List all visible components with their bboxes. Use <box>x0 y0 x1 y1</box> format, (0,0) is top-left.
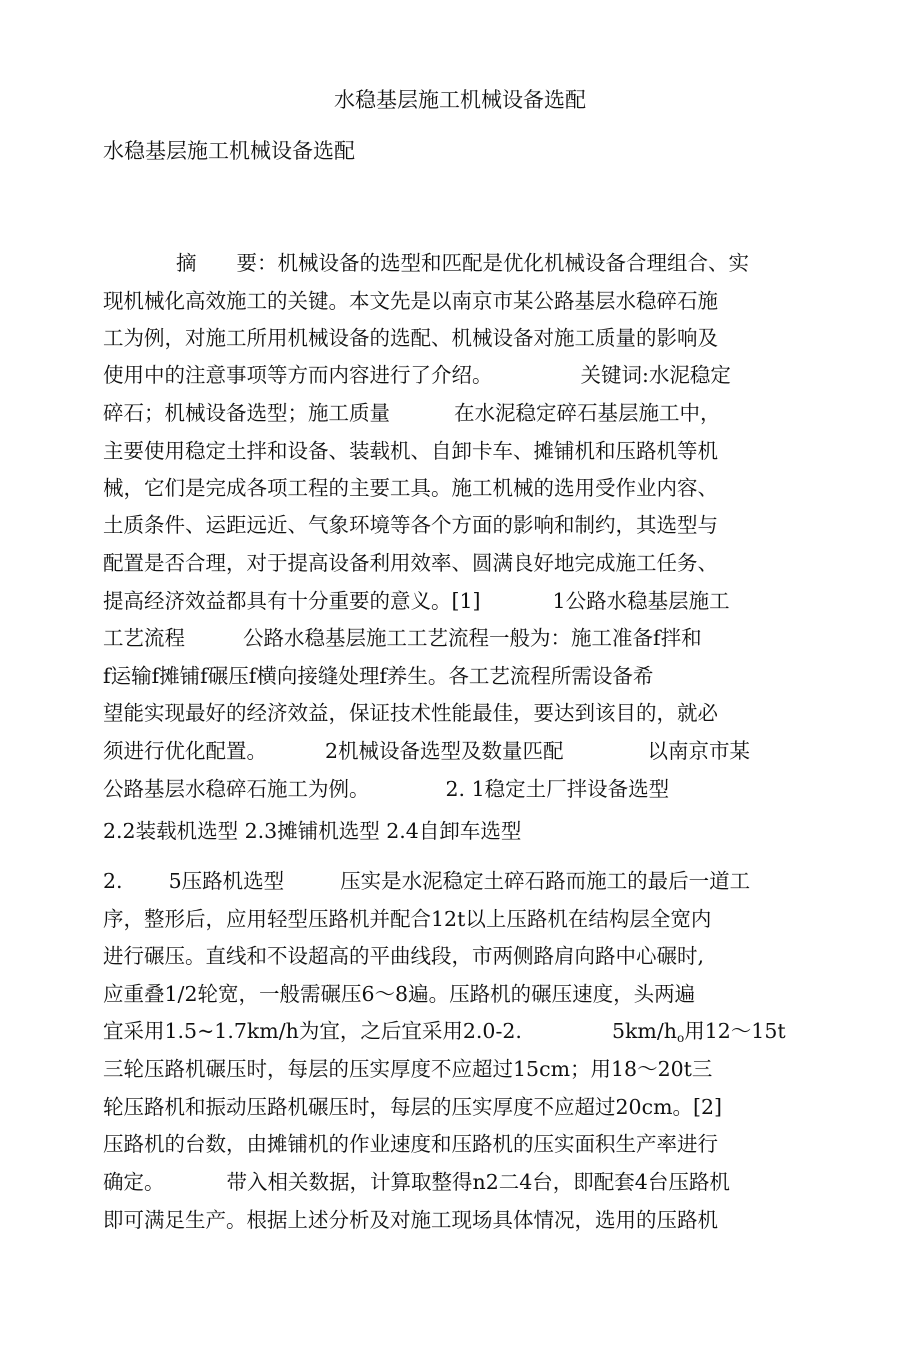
body-line-17 <box>103 866 750 896</box>
body-line-25 <box>103 1167 730 1197</box>
section-heading-2-5: 5压路机选型 <box>168 869 285 893</box>
body-line-11 <box>103 623 702 653</box>
text-segment: 即可满足生产。根据上述分析及对施工现场具体情况，选用的压路机 <box>103 1208 718 1232</box>
text-segment: 使用中的注意事项等方而内容进行了介绍。 <box>103 363 493 387</box>
body-line-13 <box>103 698 718 728</box>
section-heading-1: 1公路水稳基层施工 <box>552 589 730 613</box>
text-segment: 望能实现最好的经济效益，保证技术性能最佳，要达到该目的，就必 <box>103 701 718 725</box>
text-segment: 工为例，对施工所用机械设备的选配、机械设备对施工质量的影响及 <box>103 326 718 350</box>
abstract-label-1: 摘 <box>176 251 197 275</box>
text-segment: 主要使用稳定土拌和设备、装载机、自卸卡车、摊铺机和压路机等机 <box>103 439 718 463</box>
section-heading-2-5-number: 2. <box>103 869 123 893</box>
text-segment: 以南京市某 <box>647 739 751 763</box>
text-segment: 轮压路机和振动压路机碾压时，每层的压实厚度不应超过20cm。[2] <box>103 1095 723 1119</box>
text-segment: 用12～15t <box>684 1019 786 1043</box>
body-line-24 <box>103 1129 718 1159</box>
body-line-4 <box>103 360 731 390</box>
text-segment: 械，它们是完成各项工程的主要工具。施工机械的选用受作业内容、 <box>103 476 718 500</box>
text-segment: 在水泥稳定碎石基层施工中， <box>454 401 721 425</box>
text-segment: 公路水稳基层施工工艺流程一般为：施工准备f拌和 <box>243 626 702 650</box>
text-segment: 要：机械设备的选型和匹配是优化机械设备合理组合、实 <box>236 251 749 275</box>
text-segment: 提高经济效益都具有十分重要的意义。[1] <box>103 589 481 613</box>
text-segment: 确定。 <box>103 1170 165 1194</box>
text-segment: 配置是否合理，对于提高设备利用效率、圆满良好地完成施工任务、 <box>103 551 718 575</box>
body-line-20 <box>103 979 695 1009</box>
text-segment: 须进行优化配置。 <box>103 739 267 763</box>
body-line-14 <box>103 736 750 766</box>
text-segment: f运输f摊铺f碾压f横向接缝处理f养生。各工艺流程所需设备希 <box>103 664 654 688</box>
body-line-10 <box>103 586 730 616</box>
document-subtitle: 水稳基层施工机械设备选配 <box>103 139 355 163</box>
text-segment: 三轮压路机碾压时，每层的压实厚度不应超过15cm；用18～20t三 <box>103 1057 713 1081</box>
section-heading-2-1: 2. 1稳定土厂拌设备选型 <box>445 777 670 801</box>
text-segment: 现机械化高效施工的关键。本文先是以南京市某公路基层水稳碎石施 <box>103 289 718 313</box>
body-line-21 <box>103 1016 786 1046</box>
text-segment: 宜采用1.5~1.7km/h为宜，之后宜采用2.0-2. <box>103 1019 522 1043</box>
text-segment: 应重叠1/2轮宽，一般需碾压6～8遍。压路机的碾压速度，头两遍 <box>103 982 696 1006</box>
body-line-12 <box>103 661 653 691</box>
body-line-3 <box>103 323 718 353</box>
text-segment: 带入相关数据，计算取整得n2二4台，即配套4台压路机 <box>226 1170 730 1194</box>
body-line-1 <box>103 248 749 278</box>
body-line-2 <box>103 286 718 316</box>
text-segment: 碎石；机械设备选型；施工质量 <box>103 401 390 425</box>
body-line-7 <box>103 473 718 503</box>
body-line-19 <box>103 941 704 971</box>
text-segment: 压路机的台数，由摊铺机的作业速度和压路机的压实面积生产率进行 <box>103 1132 718 1156</box>
body-line-23 <box>103 1092 722 1122</box>
section-heading-2: 2机械设备选型及数量匹配 <box>325 739 564 763</box>
body-line-15 <box>103 774 669 804</box>
document-title: 水稳基层施工机械设备选配 <box>334 88 586 112</box>
keywords-label: 关键词:水泥稳定 <box>580 363 731 387</box>
body-line-26 <box>103 1205 718 1235</box>
body-line-16 <box>103 816 521 846</box>
section-heading-1-cont: 工艺流程 <box>103 626 185 650</box>
body-line-8 <box>103 510 718 540</box>
text-segment: 5km/h <box>611 1019 677 1043</box>
body-line-22 <box>103 1054 712 1084</box>
subscript-o: o <box>676 1031 685 1045</box>
text-segment: 公路基层水稳碎石施工为例。 <box>103 777 370 801</box>
body-line-5 <box>103 398 721 428</box>
body-line-9 <box>103 548 718 578</box>
text-segment: 进行碾压。直线和不设超高的平曲线段，市两侧路肩向路中心碾时, <box>103 944 705 968</box>
text-segment: 土质条件、运距远近、气象环境等各个方面的影响和制约，其选型与 <box>103 513 718 537</box>
section-headings-2-2-to-2-4: 2.2装载机选型 2.3摊铺机选型 2.4自卸车选型 <box>103 819 522 843</box>
body-line-18 <box>103 904 711 934</box>
text-segment: 压实是水泥稳定土碎石路而施工的最后一道工 <box>340 869 751 893</box>
text-segment: 序，整形后，应用轻型压路机并配合12t以上压路机在结构层全宽内 <box>103 907 712 931</box>
body-line-6 <box>103 436 718 466</box>
